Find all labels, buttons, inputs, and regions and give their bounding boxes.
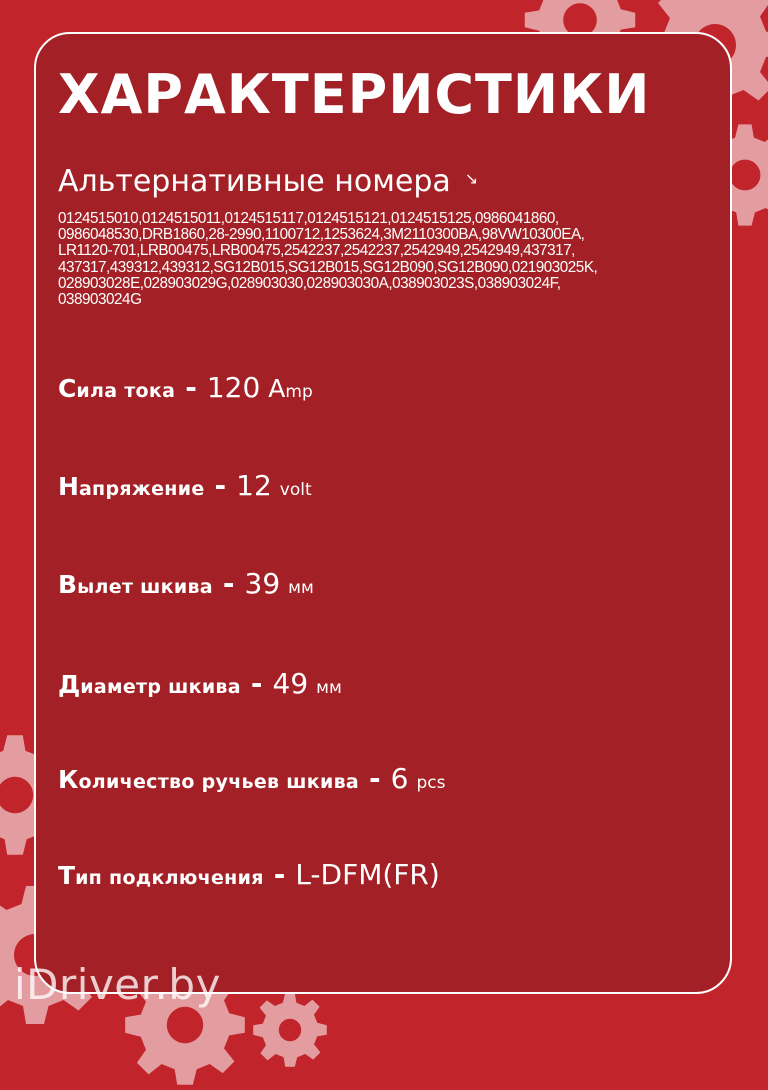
arrow-down-right-icon: ↘ — [464, 169, 479, 188]
spec-current — [58, 371, 313, 404]
spec-separator: - — [214, 469, 227, 502]
spec-label: ылет шкива — [77, 576, 213, 598]
alt-numbers-line: LR1120-701,LRB00475,LRB00475,2542237,2542237,2542949,2542949,437317, — [58, 242, 575, 260]
page-title: ХАРАКТЕРИСТИКИ — [58, 63, 651, 126]
spec-separator: - — [273, 858, 286, 891]
spec-label-initial: Д — [58, 670, 81, 699]
spec-unit-initial: А — [268, 374, 286, 403]
alt-numbers-line: 437317,439312,439312,SG12B015,SG12B015,SG12B090,SG12B090,021903025K, — [58, 258, 598, 276]
spec-unit: mp — [285, 382, 313, 402]
spec-value: 6 — [390, 762, 409, 795]
spec-value: 39 — [244, 567, 281, 600]
alt-numbers-line: 0124515010,0124515011,0124515117,0124515121,0124515125,0986041860, — [58, 210, 559, 227]
spec-pulley-offset — [58, 567, 314, 600]
gear-icon — [250, 990, 330, 1070]
spec-unit: volt — [279, 480, 312, 500]
alt-numbers-line: 0986048530,DRB1860,28-2990,1100712,1253624,3M2110300BA,98VW10300EA, — [58, 226, 585, 244]
spec-separator: - — [222, 567, 235, 600]
spec-connection-type — [58, 858, 448, 891]
spec-separator: - — [369, 762, 381, 795]
spec-separator: - — [185, 371, 197, 404]
spec-voltage — [58, 469, 312, 502]
spec-label-initial: Т — [58, 861, 76, 890]
spec-label: апряжение — [78, 478, 205, 500]
alt-numbers-line: 038903024G — [58, 291, 142, 309]
alt-numbers-line: 028903028E,028903029G,028903030,028903030A,038903023S,038903024F, — [58, 274, 561, 292]
watermark: iDriver.by — [14, 960, 221, 1009]
spec-unit: мм — [316, 678, 342, 698]
spec-label-initial: В — [58, 570, 78, 599]
spec-pulley-diameter — [58, 667, 342, 700]
spec-value: 12 — [236, 469, 272, 502]
spec-label: иаметр шкива — [80, 676, 241, 698]
spec-label-initial: Н — [58, 472, 79, 501]
spec-label-initial: С — [58, 374, 77, 403]
spec-label: ила тока — [76, 380, 176, 402]
spec-label: оличество ручьев шкива — [78, 771, 360, 793]
alt-numbers-list — [58, 211, 736, 308]
specs-card — [34, 32, 732, 994]
spec-unit: мм — [288, 578, 314, 598]
spec-pulley-grooves — [58, 762, 446, 795]
spec-label: ип подключения — [75, 867, 264, 889]
alt-numbers-heading — [58, 164, 479, 199]
alt-numbers-heading-text: Альтернативные номера — [58, 164, 451, 199]
spec-label-initial: К — [58, 765, 79, 794]
spec-separator: - — [250, 667, 263, 700]
spec-value: 120 — [206, 371, 261, 404]
spec-value: 49 — [272, 667, 309, 700]
spec-value: L-DFM(FR) — [295, 858, 440, 891]
spec-unit: pcs — [416, 773, 446, 793]
